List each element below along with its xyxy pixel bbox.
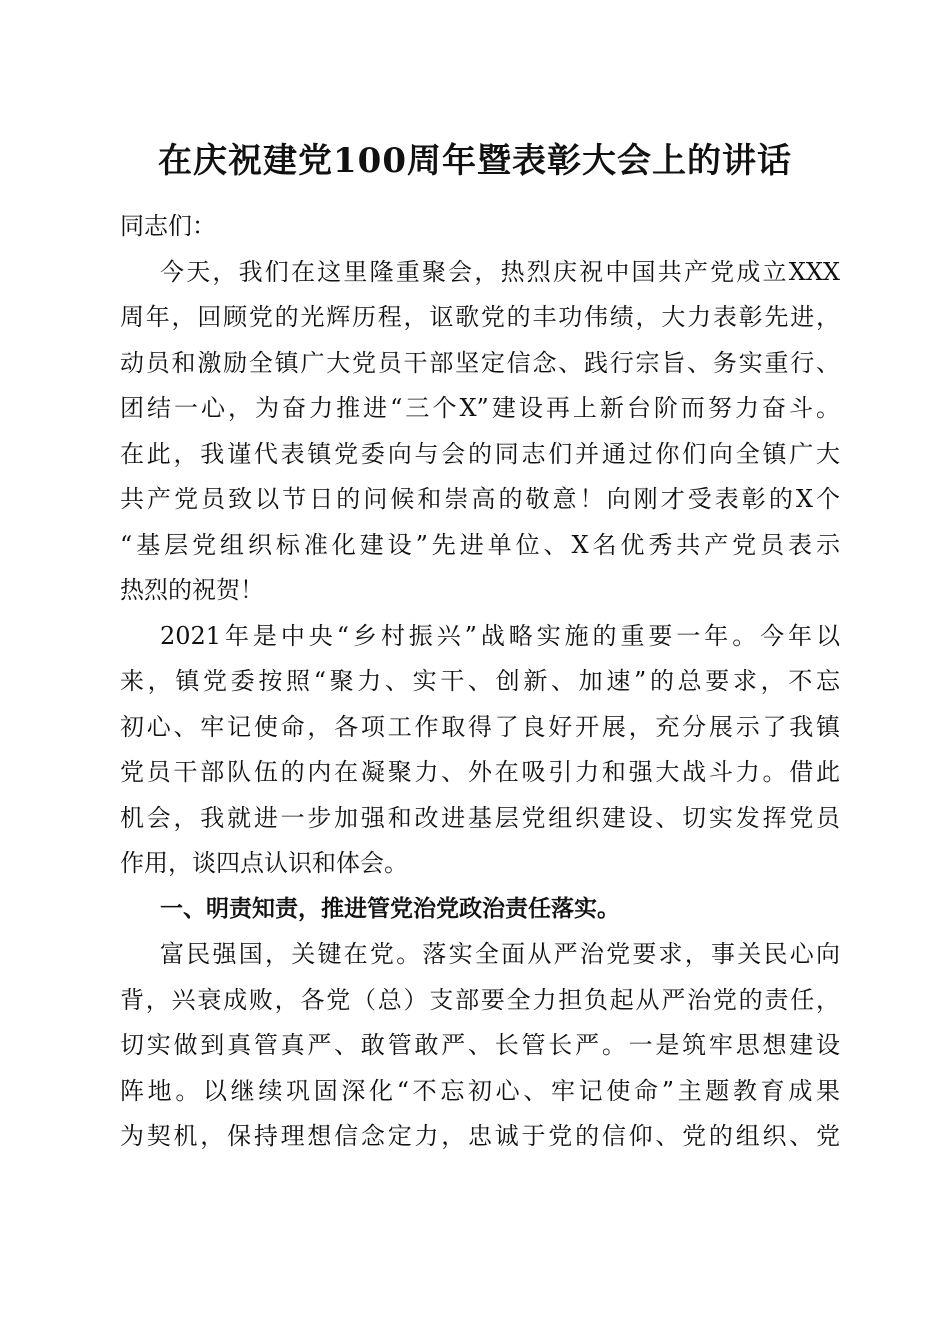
document-body [120, 204, 840, 1160]
paragraph-line: 富民强国，关键在党。落实全面从严治党要求，事关民心向 [160, 940, 840, 968]
document-title: 在庆祝建党100周年暨表彰大会上的讲话 [158, 141, 792, 181]
paragraph-line: 2021年是中央“乡村振兴”战略实施的重要一年。今年以 [160, 621, 840, 650]
paragraph-line: 为契机，保持理想信念定力，忠诚于党的信仰、党的组织、党 [120, 1122, 840, 1150]
paragraph-line: 热烈的祝贺！ [120, 576, 264, 604]
paragraph-line: “基层党组织标准化建设”先进单位、X名优秀共产党员表示 [120, 530, 840, 559]
paragraph-line: 机会，我就进一步加强和改进基层党组织建设、切实发挥党员 [120, 803, 840, 832]
paragraph-line: 动员和激励全镇广大党员干部坚定信念、践行宗旨、务实重行、 [120, 348, 840, 377]
paragraph-line: 阵地。以继续巩固深化“不忘初心、牢记使命”主题教育成果 [120, 1076, 840, 1105]
paragraph-line: 作用，谈四点认识和体会。 [120, 849, 408, 877]
paragraph-line: 背，兴衰成败，各党（总）支部要全力担负起从严治党的责任， [120, 985, 840, 1014]
paragraph-line: 初心、牢记使命，各项工作取得了良好开展，充分展示了我镇 [120, 712, 840, 741]
paragraph-line: 党员干部队伍的内在凝聚力、外在吸引力和强大战斗力。借此 [120, 758, 840, 786]
paragraph-line: 共产党员致以节日的问候和崇高的敬意！向刚才受表彰的X个 [120, 485, 840, 513]
paragraph-2021 [120, 614, 840, 887]
paragraph-section-1 [120, 932, 840, 1160]
paragraph-opening [120, 250, 840, 614]
section-heading-1: 一、明责知责，推进管党治党政治责任落实。 [160, 895, 620, 922]
paragraph-line: 团结一心，为奋力推进“三个X”建设再上新台阶而努力奋斗。 [120, 394, 840, 422]
salutation: 同志们： [120, 212, 216, 240]
paragraph-line: 今天，我们在这里隆重聚会，热烈庆祝中国共产党成立XXX [160, 257, 840, 286]
paragraph-line: 切实做到真管真严、敢管敢严、长管长严。一是筑牢思想建设 [120, 1031, 840, 1059]
paragraph-line: 周年，回顾党的光辉历程，讴歌党的丰功伟绩，大力表彰先进， [120, 303, 840, 331]
paragraph-line: 在此，我谨代表镇党委向与会的同志们并通过你们向全镇广大 [120, 439, 840, 468]
paragraph-line: 来，镇党委按照“聚力、实干、创新、加速”的总要求，不忘 [120, 667, 840, 695]
